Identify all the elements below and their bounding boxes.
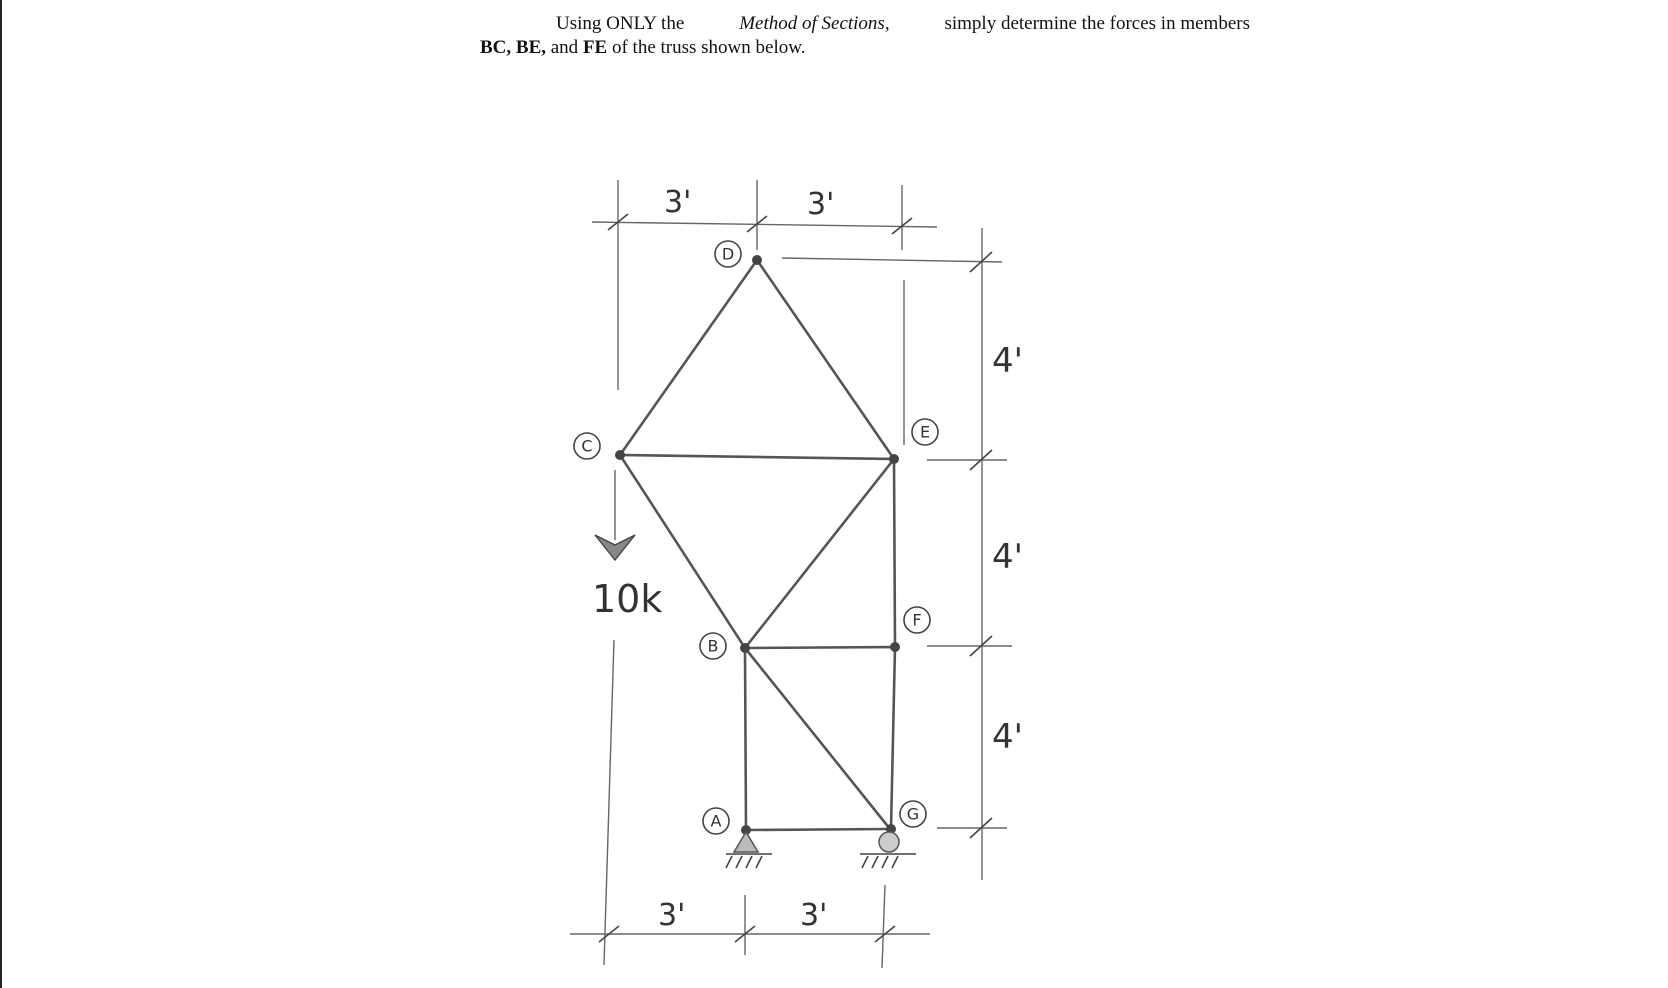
roller-circle-icon (879, 832, 899, 852)
member-ba (745, 648, 746, 830)
label-b (700, 633, 726, 659)
problem-intro: Using ONLY the (556, 13, 685, 34)
label-d-text: D (721, 244, 735, 264)
label-g-text: G (906, 804, 920, 824)
label-c-text: C (581, 436, 593, 456)
label-f (904, 607, 930, 633)
problem-fe: FE (582, 37, 608, 58)
pin-triangle-icon (734, 832, 758, 852)
right-dim-1: 4' (992, 341, 1023, 381)
joint-f (890, 642, 900, 652)
member-ef (894, 459, 895, 647)
problem-members: BC, BE, (480, 37, 546, 58)
bottom-ext-right (882, 885, 885, 968)
pin-hatch-4 (756, 856, 762, 868)
pin-hatch-1 (726, 856, 732, 868)
bottom-dim-1: 3' (658, 898, 686, 933)
member-be (745, 459, 894, 648)
roller-hatch-4 (892, 856, 898, 868)
problem-line2-rest: of the truss shown below. (611, 37, 806, 58)
member-ag (746, 829, 891, 830)
member-de (757, 260, 894, 459)
roller-hatch-3 (882, 856, 888, 868)
label-d (715, 241, 741, 267)
label-a-text: A (710, 811, 722, 831)
member-fg (891, 647, 895, 829)
joint-b (740, 643, 750, 653)
roller-hatch-2 (872, 856, 878, 868)
problem-rest: simply determine the forces in members (944, 13, 1250, 34)
joint-c (615, 450, 625, 460)
bottom-dim-2: 3' (800, 898, 828, 933)
load-arrow-c (595, 470, 635, 560)
roller-hatch-1 (862, 856, 868, 868)
pin-hatch-3 (746, 856, 752, 868)
label-a (703, 808, 729, 834)
member-cd (620, 260, 757, 455)
truss-diagram (2, 0, 1668, 988)
member-ce (620, 455, 894, 459)
top-dim-1: 3' (664, 185, 692, 220)
member-bg (745, 648, 890, 829)
label-g (900, 801, 926, 827)
roller-support-g (860, 832, 916, 868)
member-bf (745, 647, 895, 648)
load-value: 10k (592, 577, 663, 621)
right-dim-2: 4' (992, 537, 1023, 577)
problem-method: Method of Sections, (739, 13, 890, 34)
right-ext-top (782, 258, 1002, 262)
label-f-text: F (912, 610, 922, 630)
label-c (574, 433, 600, 459)
label-e (912, 419, 938, 445)
problem-and: and (550, 37, 579, 58)
pin-hatch-2 (736, 856, 742, 868)
label-b-text: B (707, 636, 719, 656)
joint-e (889, 454, 899, 464)
top-dim-line (592, 222, 937, 227)
pin-support-a (726, 832, 772, 868)
joint-d (752, 255, 762, 265)
top-dim-2: 3' (807, 187, 835, 222)
label-e-text: E (919, 422, 931, 442)
bottom-ext-left (604, 640, 614, 965)
right-dim-3: 4' (992, 717, 1023, 757)
